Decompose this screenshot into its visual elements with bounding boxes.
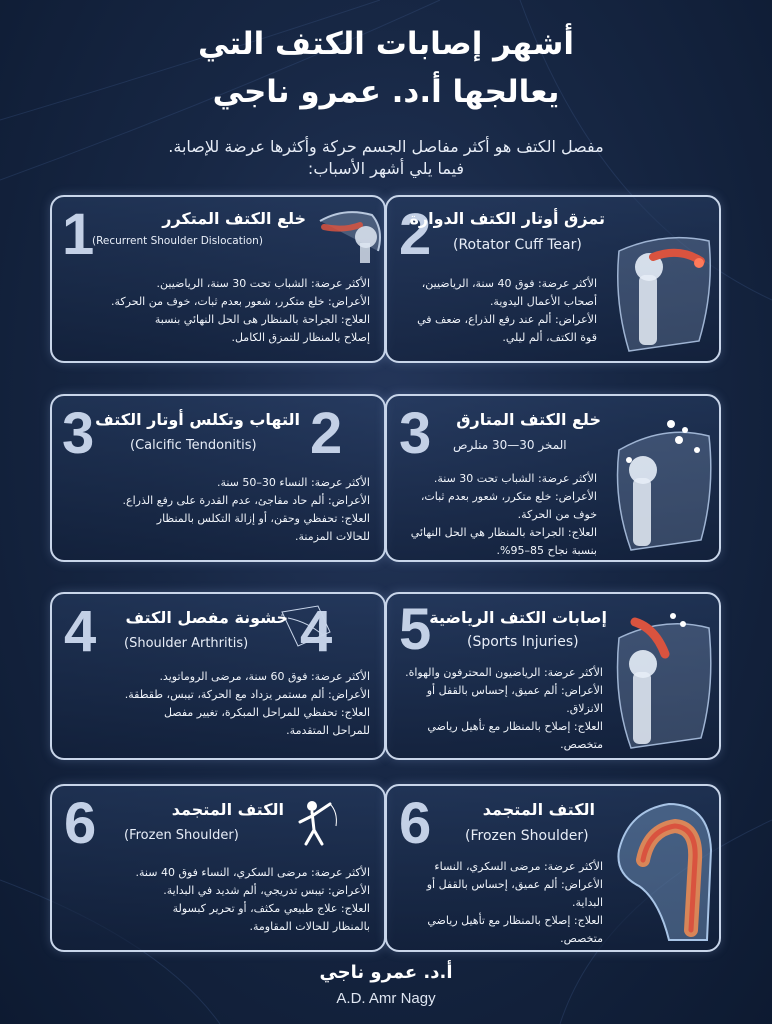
card-title-ar: خشونة مفصل الكتف bbox=[125, 608, 288, 627]
card-number: 3 bbox=[62, 401, 95, 466]
card-line: الأعراض: ألم عند رفع الذراع، ضعف في bbox=[417, 313, 597, 326]
card-frozen-shoulder-right bbox=[385, 784, 721, 952]
athlete-figure-icon bbox=[292, 796, 340, 848]
footer-name-ar: أ.د. عمرو ناجي bbox=[319, 962, 453, 983]
card-number: 3 bbox=[399, 401, 432, 466]
card-line: البداية. bbox=[571, 896, 603, 909]
card-shoulder-arthritis bbox=[50, 592, 386, 760]
card-title-ar: الكتف المتجمد bbox=[171, 800, 284, 819]
title-line-2: يعالجها أ.د. عمرو ناجي bbox=[212, 74, 560, 110]
card-rotator-cuff bbox=[385, 195, 721, 363]
card-title-en: المخر 30—30 منلرص bbox=[453, 438, 567, 452]
shoulder-joint-icon bbox=[314, 201, 386, 263]
card-title-en: (Recurrent Shoulder Dislocation) bbox=[92, 235, 263, 247]
frozen-shoulder-icon bbox=[599, 790, 719, 950]
card-line: العلاج: علاج طبيعي مكثف، أو تحرير كبسولة bbox=[172, 902, 370, 915]
card-line: الأعراض: خلع متكرر، شعور بعدم ثبات، خوف من الحركة. bbox=[111, 295, 370, 308]
card-number-secondary: 4 bbox=[300, 599, 333, 664]
card-line: خوف من الحركة. bbox=[517, 508, 597, 521]
card-line: الأكثر عرضة: الرياضيون المحترفون والهواة. bbox=[405, 666, 603, 679]
card-sports-injuries bbox=[385, 592, 721, 760]
card-line: للحالات المزمنة. bbox=[294, 530, 370, 543]
card-line: للمراحل المتقدمة. bbox=[286, 724, 370, 737]
card-number-secondary: 2 bbox=[310, 401, 343, 466]
card-line: بالمنظار للحالات المقاومة. bbox=[249, 920, 370, 933]
card-title-ar: إصابات الكتف الرياضية bbox=[429, 608, 607, 627]
card-line: العلاج: الجراحة بالمنظار هى الحل النهائي بنسبة bbox=[154, 313, 370, 326]
page-subtitle bbox=[60, 136, 712, 180]
card-line: أصحاب الأعمال اليدوية. bbox=[489, 295, 597, 308]
card-number: 6 bbox=[399, 791, 432, 856]
card-title-ar: خلع الكتف المتكرر bbox=[162, 209, 306, 228]
card-frozen-shoulder-left bbox=[50, 784, 386, 952]
card-calcific-tendonitis bbox=[50, 394, 386, 562]
card-title-en: (Sports Injuries) bbox=[467, 634, 579, 650]
card-title-en: (Shoulder Arthritis) bbox=[124, 636, 249, 651]
card-line: الأكثر عرضة: مرضى السكري، النساء bbox=[434, 860, 603, 873]
card-line: الأكثر عرضة: النساء 30–50 سنة. bbox=[216, 476, 370, 489]
card-line: الأكثر عرضة: فوق 60 سنة، مرضى الروماتويد. bbox=[159, 670, 370, 683]
card-description bbox=[397, 664, 603, 754]
footer-name-en: A.D. Amr Nagy bbox=[336, 990, 436, 1007]
rotator-cuff-icon bbox=[609, 201, 719, 361]
page-title bbox=[0, 20, 772, 116]
card-line: متخصص. bbox=[560, 932, 603, 945]
card-description bbox=[397, 858, 603, 948]
card-line: الأعراض: خلع متكرر، شعور بعدم ثبات، bbox=[420, 490, 597, 503]
card-title-ar: تمزق أوتار الكتف الدوارة bbox=[409, 209, 605, 228]
card-line: العلاج: تحفظي وحقن، أو إزالة التكلس بالمنظار bbox=[156, 512, 370, 525]
card-line: الأكثر عرضة: الشباب تحت 30 سنة. bbox=[433, 472, 597, 485]
card-line: الأكثر عرضة: الشباب تحت 30 سنة، الرياضيين. bbox=[156, 277, 370, 290]
sports-shoulder-icon bbox=[609, 598, 719, 758]
card-recurrent-dislocation bbox=[50, 195, 386, 363]
calcific-shoulder-icon bbox=[609, 400, 719, 560]
card-title-en: (Calcific Tendonitis) bbox=[130, 438, 257, 453]
card-line: متخصص. bbox=[560, 738, 603, 751]
card-line: الأعراض: ألم مستمر يزداد مع الحركة، تيبس، طقطقة. bbox=[124, 688, 370, 701]
card-line: العلاج: إصلاح بالمنظار مع تأهيل رياضي bbox=[427, 720, 603, 733]
card-line: بنسبة نجاح 85–95%. bbox=[496, 544, 597, 557]
card-description bbox=[65, 864, 370, 936]
card-title-ar: الكتف المتجمد bbox=[482, 800, 595, 819]
card-line: الانزلاق. bbox=[566, 702, 603, 715]
card-title-en: (Frozen Shoulder) bbox=[124, 828, 239, 843]
card-number: 6 bbox=[64, 791, 97, 856]
card-line: الأكثر عرضة: مرضى السكري، النساء فوق 40 سنة. bbox=[135, 866, 370, 879]
card-line: العلاج: تحفظي للمراحل المبكرة، تغيير مفصل bbox=[163, 706, 370, 719]
card-number: 4 bbox=[64, 599, 97, 664]
card-line: الأعراض: ألم عميق، إحساس بالقفل أو bbox=[426, 878, 603, 891]
card-title-en: (Frozen Shoulder) bbox=[465, 828, 589, 844]
card-line: إصلاح بالمنظار للتمزق الكامل. bbox=[231, 331, 370, 344]
card-title-en: (Rotator Cuff Tear) bbox=[453, 237, 582, 253]
card-line: الأعراض: ألم حاد مفاجئ، عدم القدرة على رفع الذراع. bbox=[122, 494, 370, 507]
title-line-1: أشهر إصابات الكتف التي bbox=[197, 26, 575, 62]
card-number: 2 bbox=[399, 202, 432, 267]
card-title-ar: خلع الكتف المتارق bbox=[456, 410, 601, 429]
card-line: قوة الكتف، ألم ليلي. bbox=[502, 331, 597, 344]
card-line: العلاج: إصلاح بالمنظار مع تأهيل رياضي bbox=[427, 914, 603, 927]
card-description bbox=[397, 470, 597, 560]
card-title-ar: التهاب وتكلس أوتار الكتف bbox=[95, 410, 300, 429]
card-line: الأكثر عرضة: فوق 40 سنة، الرياضيين، bbox=[421, 277, 597, 290]
card-line: العلاج: الجراحة بالمنظار هي الحل النهائي bbox=[410, 526, 597, 539]
card-dislocation-calcific bbox=[385, 394, 721, 562]
subtitle-line-1: مفصل الكتف هو أكثر مفاصل الجسم حركة وأكثرها عرضة للإصابة. bbox=[168, 137, 604, 156]
card-description bbox=[65, 474, 370, 546]
card-description bbox=[65, 668, 370, 740]
subtitle-line-2: فيما يلي أشهر الأسباب: bbox=[307, 159, 465, 178]
card-number: 1 bbox=[62, 202, 95, 267]
card-description bbox=[65, 275, 370, 347]
card-line: الأعراض: تيبس تدريجي، ألم شديد في البداية. bbox=[163, 884, 370, 897]
card-number: 5 bbox=[399, 597, 432, 662]
card-description bbox=[397, 275, 597, 347]
card-line: الأعراض: ألم عميق، إحساس بالقفل أو bbox=[426, 684, 603, 697]
